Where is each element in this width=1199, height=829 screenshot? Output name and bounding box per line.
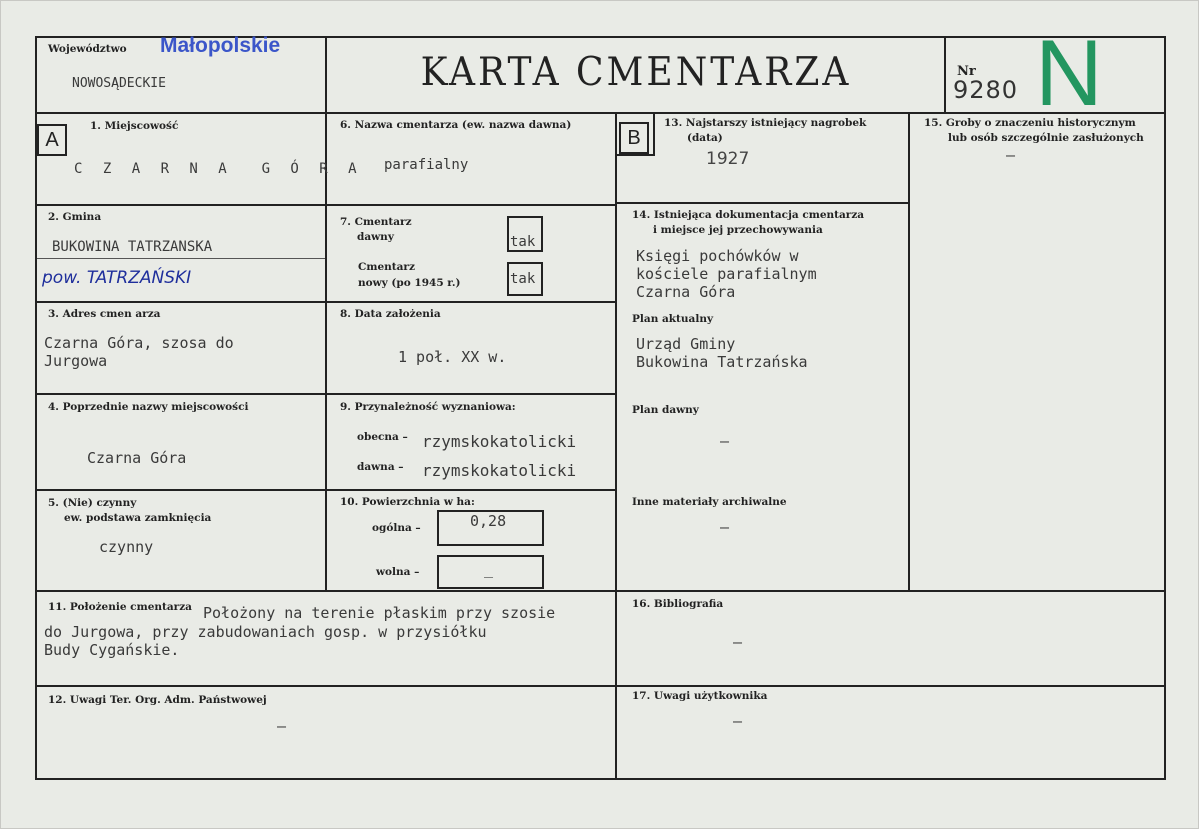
- field-8-value: 1 poł. XX w.: [398, 348, 507, 366]
- field-1-value: C Z A R N A G Ó R A: [74, 161, 363, 177]
- field-13-label-line1: 13. Najstarszy istniejący nagrobek: [664, 117, 867, 129]
- row-divider: [35, 204, 617, 206]
- field-12-value: –: [277, 717, 287, 735]
- row-divider: [35, 393, 617, 395]
- field-4-value: Czarna Góra: [87, 449, 187, 467]
- field-13-label-line2: (data): [687, 132, 723, 144]
- field-6-value: parafialny: [384, 157, 469, 173]
- section-a-letter: A: [37, 124, 67, 156]
- field-5-label-line1: 5. (Nie) czynny: [48, 497, 137, 509]
- field-11-line2: do Jurgowa, przy zabudowaniach gosp. w przysiółku: [44, 623, 487, 641]
- field-9-label: 9. Przynależność wyznaniowa:: [340, 401, 516, 413]
- row-divider: [35, 301, 617, 303]
- field-15-value: –: [1006, 146, 1016, 164]
- field-3-value-line1: Czarna Góra, szosa do: [44, 334, 234, 352]
- field-14-value-line3: Czarna Góra: [636, 283, 736, 301]
- field-7b-label-line1: Cmentarz: [358, 261, 415, 273]
- b-box-bottom: [615, 154, 655, 156]
- field-7-old-value: tak: [510, 234, 536, 250]
- field-10-free-value: _: [484, 560, 494, 578]
- field-14-value-line2: kościele parafialnym: [636, 265, 817, 283]
- col-divider-3: [908, 112, 910, 592]
- voivodeship-typed: NOWOSĄDECKIE: [72, 76, 166, 91]
- field-12-label: 12. Uwagi Ter. Org. Adm. Państwowej: [48, 694, 267, 706]
- field-14-label-line2: i miejsce jej przechowywania: [653, 224, 823, 236]
- category-letter: N: [1035, 20, 1103, 125]
- plan-current-label: Plan aktualny: [632, 313, 714, 325]
- field-5-label-line2: ew. podstawa zamknięcia: [64, 512, 212, 524]
- field-11-line1: Położony na terenie płaskim przy szosie: [203, 604, 556, 622]
- row-divider: [35, 590, 1166, 592]
- row-divider: [615, 202, 910, 204]
- field-10-free-label: wolna –: [376, 566, 420, 578]
- field-16-label: 16. Bibliografia: [632, 598, 724, 610]
- plan-old-value: –: [720, 432, 730, 450]
- field-8-label: 8. Data założenia: [340, 308, 441, 320]
- plan-current-line1: Urząd Gminy: [636, 335, 736, 353]
- field-7-label-line1: 7. Cmentarz: [340, 216, 412, 228]
- field-10-total-label: ogólna –: [372, 522, 421, 534]
- field-2-value: BUKOWINA TATRZANSKA: [52, 239, 213, 255]
- field-9-former-label: dawna –: [357, 461, 404, 473]
- field-10-label: 10. Powierzchnia w ha:: [340, 496, 475, 508]
- field-11-label: 11. Położenie cmentarza: [48, 601, 192, 613]
- field-7-new-value: tak: [510, 271, 536, 287]
- section-b-letter: B: [619, 122, 649, 154]
- field-16-value: –: [733, 633, 743, 651]
- field-14-label-line1: 14. Istniejąca dokumentacja cmentarza: [632, 209, 865, 221]
- header-divider: [35, 112, 1166, 114]
- field-7-label-line2: dawny: [357, 231, 394, 243]
- other-materials-value: –: [720, 518, 730, 536]
- field-15-label-line2: lub osób szczególnie zasłużonych: [948, 132, 1144, 144]
- field-17-value: –: [733, 712, 743, 730]
- field-9-current-label: obecna –: [357, 431, 408, 443]
- field-4-label: 4. Poprzednie nazwy miejscowości: [48, 401, 249, 413]
- b-box-divider: [653, 112, 655, 156]
- field-1-label: 1. Miejscowość: [90, 120, 179, 132]
- nr-value: 9280: [953, 76, 1019, 104]
- row-divider: [35, 685, 1166, 687]
- voivodeship-label: Województwo: [48, 43, 127, 55]
- field-11-line3: Budy Cygańskie.: [44, 641, 180, 659]
- card-title: KARTA CMENTARZA: [420, 50, 852, 95]
- row-divider: [35, 489, 617, 491]
- col-divider-1: [325, 112, 327, 592]
- field-3-label: 3. Adres cmen arza: [48, 308, 161, 320]
- field-10-total-value: 0,28: [470, 512, 507, 530]
- field-13-value: 1927: [706, 149, 750, 169]
- col-divider-2: [615, 112, 617, 780]
- field-5-value: czynny: [99, 538, 154, 556]
- field-9-former-value: rzymskokatolicki: [422, 461, 577, 480]
- field-2-handwritten: pow. TATRZAŃSKI: [42, 268, 192, 288]
- other-materials-label: Inne materiały archiwalne: [632, 496, 787, 508]
- field-7b-label-line2: nowy (po 1945 r.): [358, 277, 461, 289]
- field-6-label: 6. Nazwa cmentarza (ew. nazwa dawna): [340, 119, 572, 131]
- field-9-current-value: rzymskokatolicki: [422, 432, 577, 451]
- field-15-label-line1: 15. Groby o znaczeniu historycznym: [924, 117, 1136, 129]
- plan-current-line2: Bukowina Tatrzańska: [636, 353, 808, 371]
- field-14-value-line1: Księgi pochówków w: [636, 247, 799, 265]
- field-3-value-line2: Jurgowa: [44, 352, 108, 370]
- plan-old-label: Plan dawny: [632, 404, 699, 416]
- voivodeship-stamp: Małopolskie: [160, 34, 281, 57]
- field-2-label: 2. Gmina: [48, 211, 102, 223]
- field-17-label: 17. Uwagi użytkownika: [632, 690, 768, 702]
- nr-label: Nr: [957, 64, 976, 79]
- gmina-underline: [37, 258, 325, 259]
